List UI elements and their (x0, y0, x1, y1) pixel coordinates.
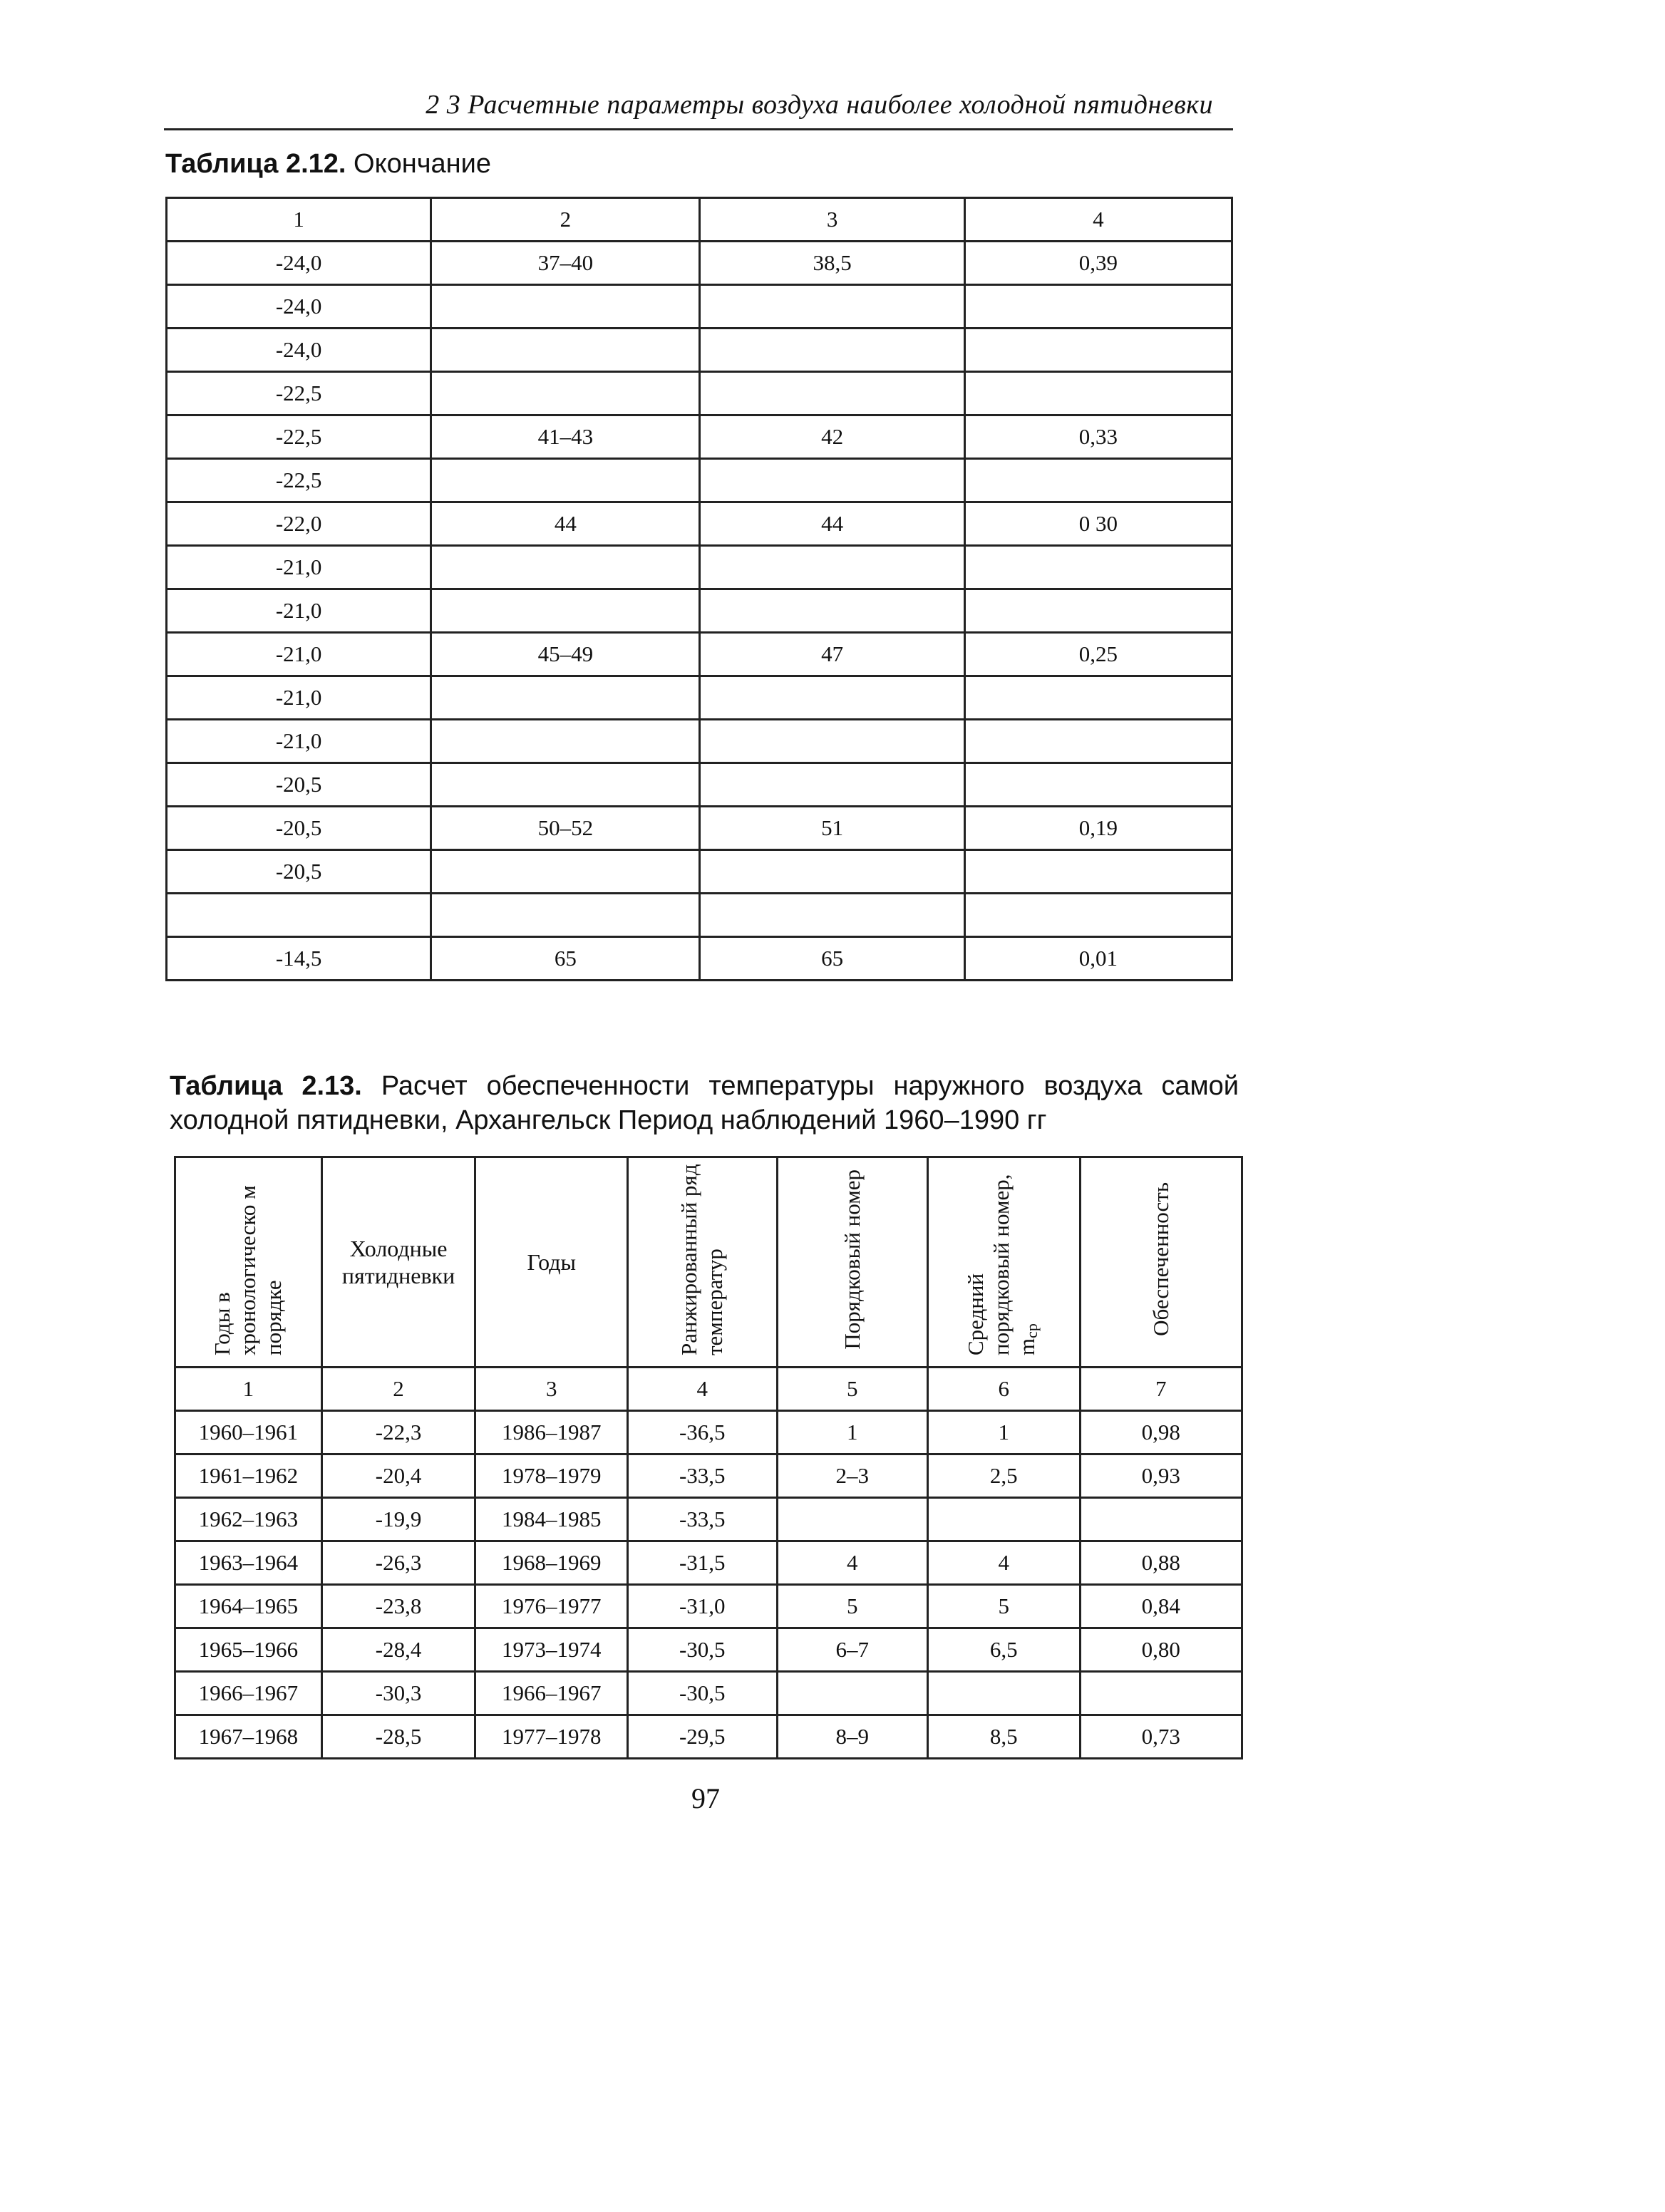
table-cell: 1967–1968 (175, 1715, 322, 1759)
table-row (167, 459, 1232, 502)
table-cell: -24,0 (167, 329, 431, 372)
table-cell (700, 720, 964, 763)
table-cell: 1977–1978 (475, 1715, 628, 1759)
table-cell: 0,33 (964, 415, 1232, 459)
table-13-header-cell (627, 1157, 777, 1368)
table-cell (964, 720, 1232, 763)
table-cell: -21,0 (167, 676, 431, 720)
header-mean-ordinal (963, 1163, 1045, 1355)
page-number: 97 (691, 1782, 720, 1814)
table-13-number-cell: 3 (475, 1368, 628, 1411)
table-cell: 0,84 (1080, 1585, 1242, 1628)
table-cell: -22,5 (167, 459, 431, 502)
table-12-caption-label: Таблица 2.12. (165, 149, 346, 179)
table-row (175, 1498, 1242, 1541)
table-cell: 4 (927, 1541, 1080, 1585)
table-cell: 0,98 (1080, 1411, 1242, 1454)
table-cell: 1 (777, 1411, 927, 1454)
table-cell: 1 (927, 1411, 1080, 1454)
table-cell (964, 329, 1232, 372)
table-row (175, 1715, 1242, 1759)
table-cell: 1973–1974 (475, 1628, 628, 1672)
table-cell: -28,5 (321, 1715, 475, 1759)
table-cell (700, 589, 964, 633)
table-cell (1080, 1498, 1242, 1541)
table-cell: 8,5 (927, 1715, 1080, 1759)
header-ranked-series: Ранжированный ряд температур (676, 1164, 728, 1355)
table-cell: 1978–1979 (475, 1454, 628, 1498)
table-cell (700, 459, 964, 502)
table-13-header-cell (777, 1157, 927, 1368)
table-12-header-cell: 3 (700, 198, 964, 242)
table-cell: 1966–1967 (475, 1672, 628, 1715)
table-13-number-cell: 1 (175, 1368, 322, 1411)
table-row (167, 242, 1232, 285)
table-cell (167, 894, 431, 937)
table-cell (964, 459, 1232, 502)
table-cell (431, 459, 700, 502)
table-row (167, 285, 1232, 329)
table-cell: 0,01 (964, 937, 1232, 981)
table-cell (964, 894, 1232, 937)
table-cell: 51 (700, 807, 964, 850)
table-cell (700, 372, 964, 415)
table-cell (777, 1498, 927, 1541)
header-cold-fivedays: Холодные пятидневки (341, 1236, 455, 1288)
table-cell (1080, 1672, 1242, 1715)
table-cell (700, 850, 964, 894)
table-cell: -22,0 (167, 502, 431, 546)
table-cell: 1968–1969 (475, 1541, 628, 1585)
table-row (167, 763, 1232, 807)
table-13-number-row (175, 1368, 1242, 1411)
table-row (167, 850, 1232, 894)
table-13-caption (170, 1069, 1239, 1137)
table-13-header-cell (321, 1157, 475, 1368)
table-row (167, 502, 1232, 546)
table-cell: 0,73 (1080, 1715, 1242, 1759)
table-cell (431, 372, 700, 415)
table-cell: 1986–1987 (475, 1411, 628, 1454)
table-cell (927, 1498, 1080, 1541)
table-cell: -20,5 (167, 850, 431, 894)
table-cell (700, 676, 964, 720)
table-row (167, 372, 1232, 415)
table-13-number-cell: 2 (321, 1368, 475, 1411)
table-cell: 65 (700, 937, 964, 981)
table-cell: 8–9 (777, 1715, 927, 1759)
table-cell: -21,0 (167, 720, 431, 763)
table-cell: 1964–1965 (175, 1585, 322, 1628)
table-cell: 45–49 (431, 633, 700, 676)
table-12-header-cell: 1 (167, 198, 431, 242)
table-row (167, 589, 1232, 633)
table-cell: -31,0 (627, 1585, 777, 1628)
table-cell (431, 589, 700, 633)
table-cell: -21,0 (167, 589, 431, 633)
table-cell: 0,88 (1080, 1541, 1242, 1585)
table-cell (777, 1672, 927, 1715)
table-cell: -23,8 (321, 1585, 475, 1628)
table-cell: 44 (700, 502, 964, 546)
table-cell: 4 (777, 1541, 927, 1585)
header-years-chrono: Годы в хронологическо м порядке (210, 1185, 287, 1355)
table-cell: 47 (700, 633, 964, 676)
table-row (167, 720, 1232, 763)
table-cell: 5 (777, 1585, 927, 1628)
table-cell (927, 1672, 1080, 1715)
table-row (167, 415, 1232, 459)
table-cell: 6,5 (927, 1628, 1080, 1672)
table-cell: 38,5 (700, 242, 964, 285)
table-cell (431, 763, 700, 807)
table-row (167, 894, 1232, 937)
table-row (175, 1454, 1242, 1498)
table-cell (700, 894, 964, 937)
header-ordinal-number: Порядковый номер (839, 1169, 865, 1350)
table-cell: -21,0 (167, 633, 431, 676)
table-13-number-cell: 4 (627, 1368, 777, 1411)
header-mean-ordinal-sub: ср (1022, 1323, 1041, 1338)
table-cell: 37–40 (431, 242, 700, 285)
table-cell: -28,4 (321, 1628, 475, 1672)
table-cell: -19,9 (321, 1498, 475, 1541)
table-cell: -30,5 (627, 1628, 777, 1672)
table-cell: 44 (431, 502, 700, 546)
table-cell (700, 546, 964, 589)
table-cell: 0,93 (1080, 1454, 1242, 1498)
table-cell: 42 (700, 415, 964, 459)
table-row (175, 1672, 1242, 1715)
table-cell: 0 30 (964, 502, 1232, 546)
table-cell: 50–52 (431, 807, 700, 850)
table-cell: -22,3 (321, 1411, 475, 1454)
table-row (167, 329, 1232, 372)
table-13-number-cell: 7 (1080, 1368, 1242, 1411)
table-row (167, 807, 1232, 850)
table-row (167, 546, 1232, 589)
table-cell: 1984–1985 (475, 1498, 628, 1541)
table-12-header-cell: 2 (431, 198, 700, 242)
table-cell: 0,19 (964, 807, 1232, 850)
running-head (164, 84, 1233, 130)
table-cell (431, 546, 700, 589)
running-head-text: 2 3 Расчетные параметры воздуха наиболее холодной пятидневки (426, 90, 1213, 120)
table-cell (964, 763, 1232, 807)
header-mean-ordinal-text: Средний порядковый номер, m (962, 1174, 1039, 1355)
table-cell (964, 589, 1232, 633)
table-cell (431, 676, 700, 720)
table-13-header-cell (475, 1157, 628, 1368)
table-cell: -24,0 (167, 242, 431, 285)
table-cell: 1961–1962 (175, 1454, 322, 1498)
table-cell: 1960–1961 (175, 1411, 322, 1454)
table-cell (431, 894, 700, 937)
table-cell: -14,5 (167, 937, 431, 981)
table-cell: -29,5 (627, 1715, 777, 1759)
table-cell: -20,5 (167, 807, 431, 850)
table-cell: -20,4 (321, 1454, 475, 1498)
table-cell (964, 285, 1232, 329)
table-cell: 0,80 (1080, 1628, 1242, 1672)
table-cell: 41–43 (431, 415, 700, 459)
table-12 (165, 197, 1233, 981)
table-row (175, 1628, 1242, 1672)
table-row (175, 1411, 1242, 1454)
table-cell: 2–3 (777, 1454, 927, 1498)
table-cell: -30,5 (627, 1672, 777, 1715)
table-cell: 1962–1963 (175, 1498, 322, 1541)
table-row (167, 937, 1232, 981)
table-13-header-cell (927, 1157, 1080, 1368)
table-cell: -20,5 (167, 763, 431, 807)
table-13-caption-label: Таблица 2.13. (170, 1071, 362, 1101)
table-cell: -22,5 (167, 372, 431, 415)
table-12-header-cell: 4 (964, 198, 1232, 242)
table-cell: 2,5 (927, 1454, 1080, 1498)
table-cell (700, 763, 964, 807)
table-row (167, 676, 1232, 720)
table-12-header-row (167, 198, 1232, 242)
header-years: Годы (527, 1249, 576, 1275)
table-13-header-cell (1080, 1157, 1242, 1368)
table-cell (964, 372, 1232, 415)
table-13-number-cell: 6 (927, 1368, 1080, 1411)
table-13-header-row (175, 1157, 1242, 1368)
table-cell: 6–7 (777, 1628, 927, 1672)
table-12-caption-text: Окончание (346, 149, 492, 179)
table-cell: -24,0 (167, 285, 431, 329)
table-cell (700, 285, 964, 329)
table-cell (431, 720, 700, 763)
table-cell: -30,3 (321, 1672, 475, 1715)
table-cell: 65 (431, 937, 700, 981)
table-row (175, 1585, 1242, 1628)
table-cell (964, 850, 1232, 894)
table-cell (700, 329, 964, 372)
table-cell: -36,5 (627, 1411, 777, 1454)
table-13-number-cell: 5 (777, 1368, 927, 1411)
table-cell (431, 850, 700, 894)
table-row (175, 1541, 1242, 1585)
table-13-header-cell (175, 1157, 322, 1368)
table-cell: -31,5 (627, 1541, 777, 1585)
table-cell: 1963–1964 (175, 1541, 322, 1585)
table-cell: 1976–1977 (475, 1585, 628, 1628)
table-cell: 5 (927, 1585, 1080, 1628)
table-cell: -33,5 (627, 1454, 777, 1498)
table-cell (964, 676, 1232, 720)
table-cell (964, 546, 1232, 589)
table-cell (431, 329, 700, 372)
table-cell: 1965–1966 (175, 1628, 322, 1672)
table-cell: 0,39 (964, 242, 1232, 285)
table-cell: 1966–1967 (175, 1672, 322, 1715)
header-probability: Обеспеченность (1148, 1182, 1173, 1336)
table-cell (431, 285, 700, 329)
table-12-caption (165, 147, 491, 181)
table-13-caption-text: Расчет обеспеченности температуры наружного воздуха самой холодной пятидневки, Архангельск Период наблюдений 1960–1990 гг (170, 1071, 1239, 1135)
table-cell: -26,3 (321, 1541, 475, 1585)
table-cell: -22,5 (167, 415, 431, 459)
table-cell: -21,0 (167, 546, 431, 589)
table-13 (174, 1156, 1243, 1759)
table-cell: 0,25 (964, 633, 1232, 676)
table-cell: -33,5 (627, 1498, 777, 1541)
table-row (167, 633, 1232, 676)
